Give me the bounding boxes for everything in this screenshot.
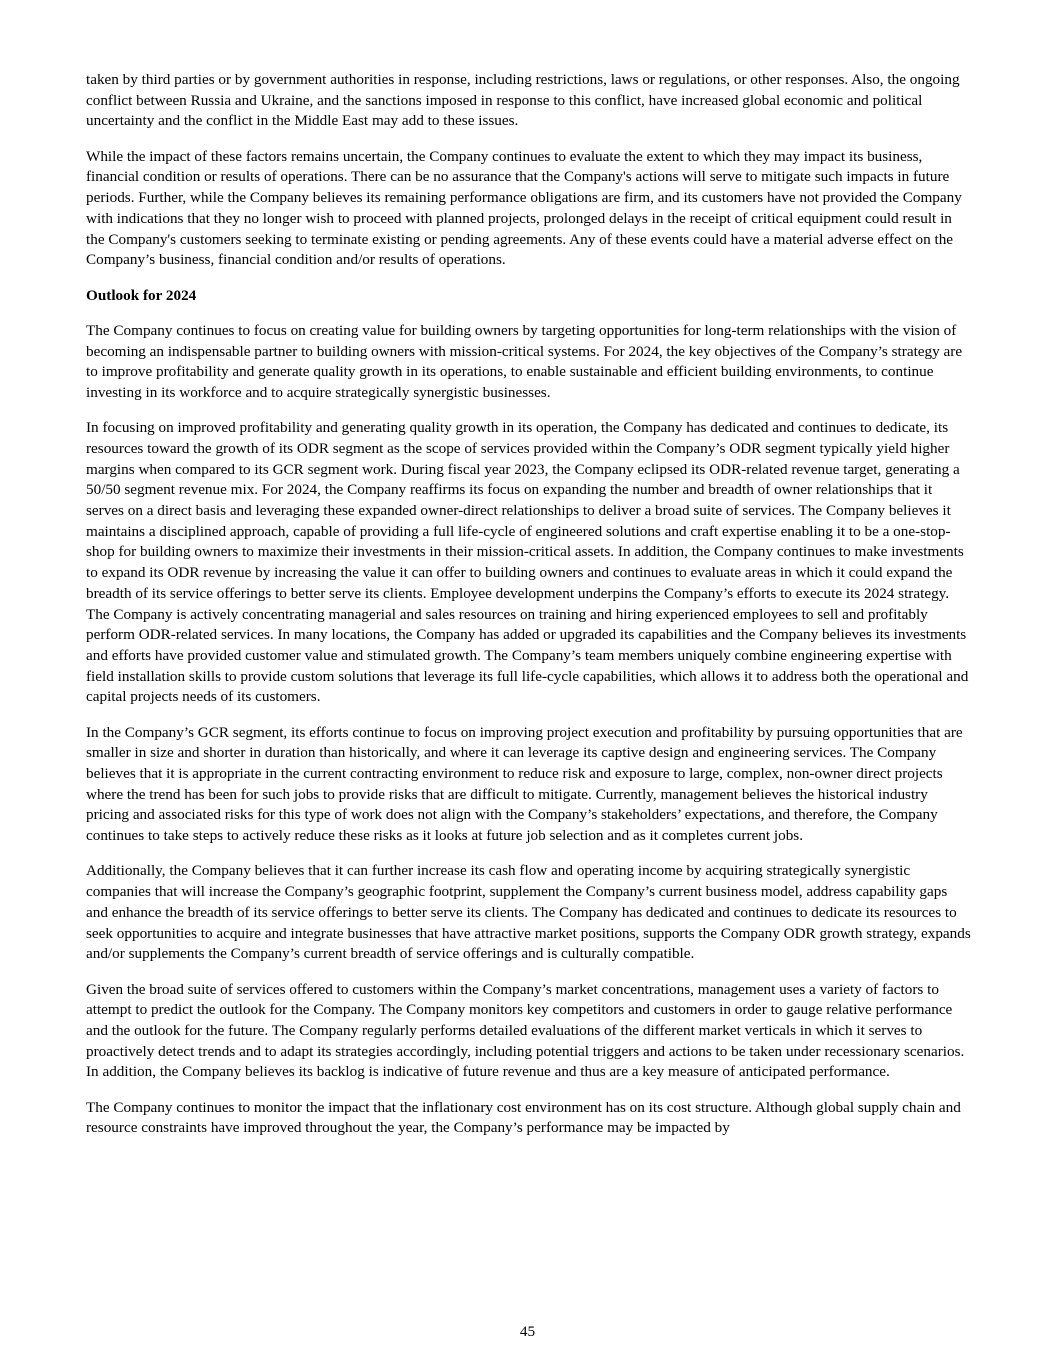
document-page — [86, 70, 972, 1154]
paragraph-gcr-segment: In the Company’s GCR segment, its efforts continue to focus on improving project execution and profitability by pursuing opportunities that are smaller in size and shorter in duration than historically, and where it can leverage its captive design and engineering services. The Company believes that it is appropriate in the current contracting environment to reduce risk and exposure to large, complex, non-owner direct projects where the trend has been for such jobs to provide risks that are difficult to mitigate. Currently, management believes the historical industry pricing and associated risks for this type of work does not align with the Company’s stakeholders’ expectations, and therefore, the Company continues to take steps to actively reduce these risks as it looks at future job selection and as it completes current jobs. — [86, 723, 963, 845]
paragraph-odr-growth: In focusing on improved profitability and generating quality growth in its operation, the Company has dedicated and continues to dedicate, its resources toward the growth of its ODR segment as the scope of services provided within the Company’s ODR segment typically yield higher margins when compared to its GCR segment work. During fiscal year 2023, the Company eclipsed its ODR-related revenue target, generating a 50/50 segment revenue mix. For 2024, the Company reaffirms its focus on expanding the number and breadth of owner relationships that it serves on a direct basis and leveraging these expanded owner-direct relationships to deliver a broad suite of services. The Company believes it maintains a disciplined approach, capable of providing a full life-cycle of engineered solutions and craft expertise enabling it to be a one-stop-shop for building owners to maximize their investments in their mission-critical assets. In addition, the Company continues to make investments to expand its ODR revenue by increasing the value it can offer to building owners and continues to evaluate areas in which it could expand the breadth of its service offerings to better serve its clients. Employee development underpins the Company’s efforts to execute its 2024 strategy. The Company is actively concentrating managerial and sales resources on training and hiring experienced employees to sell and profitably perform ODR-related services. In many locations, the Company has added or upgraded its capabilities and the Company believes its investments and efforts have provided customer value and stimulated growth. The Company’s team members uniquely combine engineering expertise with field installation skills to provide custom solutions that leverage its full life-cycle capabilities, which allows it to address both the operational and capital projects needs of its customers. — [86, 419, 969, 706]
paragraph-geopolitical-risks: taken by third parties or by government authorities in response, including restrictions, laws or regulations, or other responses. Also, the ongoing conflict between Russia and Ukraine, and the sanctions imposed in response to this conflict, have increased global economic and political uncertainty and the conflict in the Middle East may add to these issues. — [86, 71, 960, 130]
paragraph-impact-uncertainty: While the impact of these factors remains uncertain, the Company continues to evaluate the extent to which they may impact its business, financial condition or results of operations. There can be no assurance that the Company's actions will serve to mitigate such impacts in future periods. Further, while the Company believes its remaining performance obligations are firm, and its customers have not provided the Company with indications that they no longer wish to proceed with planned projects, prolonged delays in the receipt of critical equipment could result in the Company's customers seeking to terminate existing or pending agreements. Any of these events could have a material adverse effect on the Company’s business, financial condition and/or results of operations. — [86, 147, 962, 269]
section-heading-outlook: Outlook for 2024 — [86, 286, 197, 304]
paragraph-strategy-objectives: The Company continues to focus on creating value for building owners by targeting opportunities for long-term relationships with the vision of becoming an indispensable partner to building owners with mission-critical systems. For 2024, the key objectives of the Company’s strategy are to improve profitability and generate quality growth in its operations, to enable sustainable and efficient building environments, to continue investing in its workforce and to acquire strategically synergistic businesses. — [86, 321, 963, 401]
paragraph-inflation-costs: The Company continues to monitor the impact that the inflationary cost environment has on its cost structure. Although global supply chain and resource constraints have improved throughout the year, the Company’s performance may be impacted by — [86, 1098, 961, 1137]
paragraph-acquisitions: Additionally, the Company believes that it can further increase its cash flow and operating income by acquiring strategically synergistic companies that will increase the Company’s geographic footprint, supplement the Company’s current business model, address capability gaps and enhance the breadth of its service offerings to better serve its clients. The Company has dedicated and continues to dedicate its resources to seek opportunities to acquire and integrate businesses that have attractive market positions, supports the Company ODR growth strategy, expands and/or supplements the Company’s current breadth of service offerings and is culturally compatible. — [86, 862, 971, 963]
page-number: 45 — [519, 1323, 536, 1340]
paragraph-market-outlook: Given the broad suite of services offered to customers within the Company’s market concentrations, management uses a variety of factors to attempt to predict the outlook for the Company. The Company monitors key competitors and customers in order to gauge relative performance and the outlook for the future. The Company regularly performs detailed evaluations of the different market verticals in which it serves to proactively detect trends and to adapt its strategies accordingly, including potential triggers and actions to be taken under recessionary scenarios. In addition, the Company believes its backlog is indicative of future revenue and thus are a key measure of anticipated performance. — [86, 980, 965, 1081]
